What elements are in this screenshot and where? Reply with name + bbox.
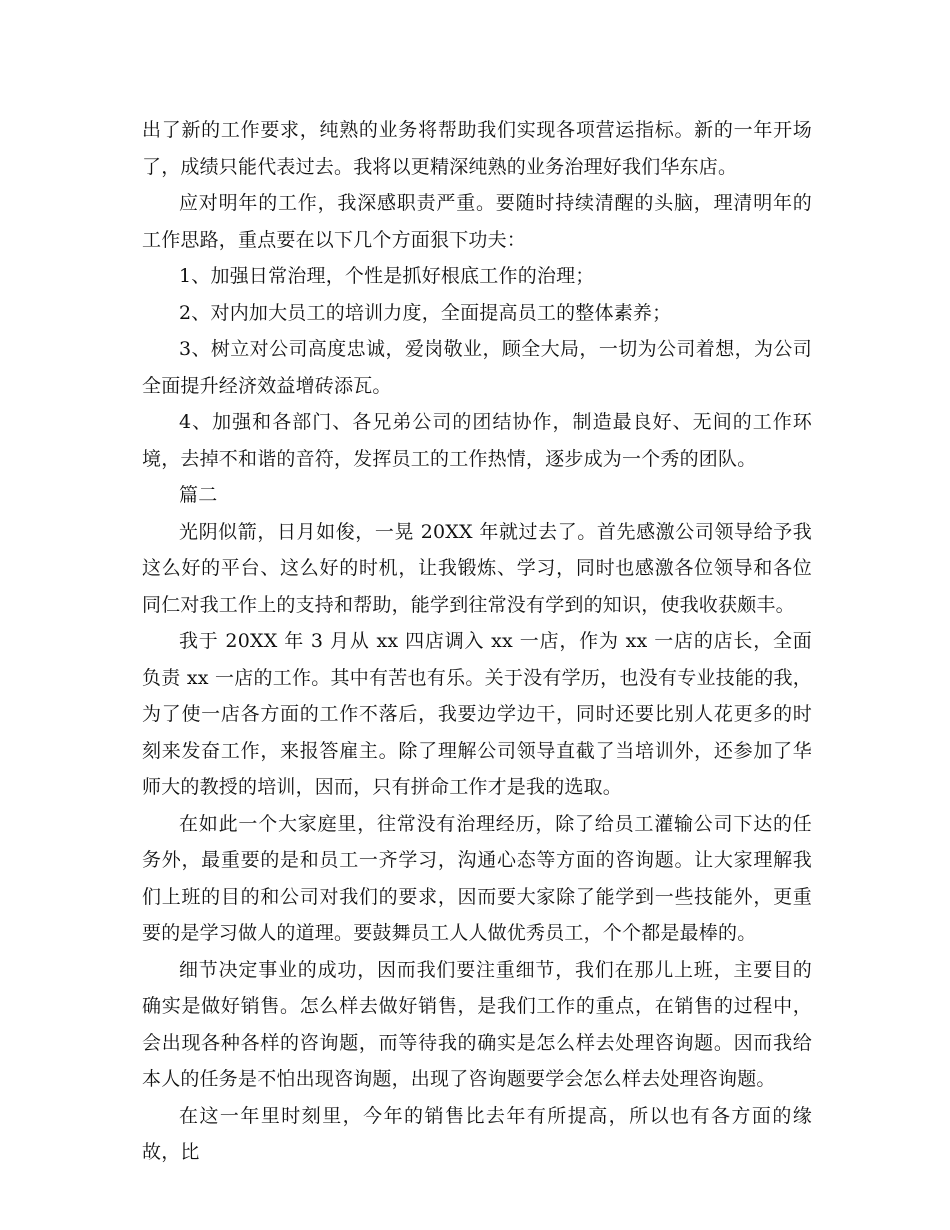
paragraph-6: 细节决定事业的成功，因而我们要注重细节，我们在那儿上班，主要目的确实是做好销售。怎么样去做好销售，是我们工作的重点，在销售的过程中，会出现各种各样的咨询题，而等待我的确实是怎么样去处理咨询题。因而我给本人的任务是不怕出现咨询题，出现了咨询题要学会怎么样去处理咨询题。 (142, 958, 812, 1090)
paragraph-2: 应对明年的工作，我深感职责严重。要随时持续清醒的头脑，理清明年的工作思路，重点要在以下几个方面狠下功夫： (142, 192, 812, 251)
paragraph-5: 在如此一个大家庭里，往常没有治理经历，除了给员工灌输公司下达的任务外，最重要的是和员工一齐学习，沟通心态等方面的咨询题。让大家理解我们上班的目的和公司对我们的要求，因而要大家除了能学到一些技能外，更重要的是学习做人的道理。要鼓舞员工人人做优秀员工，个个都是最棒的。 (142, 812, 812, 944)
list-item-4: 4、加强和各部门、各兄弟公司的团结协作，制造最良好、无间的工作环境，去掉不和谐的音符，发挥员工的工作热情，逐步成为一个秀的团队。 (142, 411, 812, 470)
list-item-3: 3、树立对公司高度忠诚，爱岗敬业，顾全大局，一切为公司着想，为公司全面提升经济效益增砖添瓦。 (142, 338, 812, 397)
document-body (142, 112, 812, 1171)
paragraph-7: 在这一年里时刻里，今年的销售比去年有所提高，所以也有各方面的缘故，比 (142, 1104, 812, 1163)
paragraph-4: 我于 20XX 年 3 月从 xx 四店调入 xx 一店，作为 xx 一店的店长，全面负责 xx 一店的工作。其中有苦也有乐。关于没有学历，也没有专业技能的我，为了使一店各方面的工作不落后，我要边学边干，同时还要比别人花更多的时刻来发奋工作，来报答雇主。除了理解公司领导直截了当培训外，还参加了华师大的教授的培训，因而，只有拼命工作才是我的选取。 (142, 630, 812, 798)
list-item-1: 1、加强日常治理，个性是抓好根底工作的治理； (179, 265, 595, 287)
paragraph-1: 出了新的工作要求，纯熟的业务将帮助我们实现各项营运指标。新的一年开场了，成绩只能代表过去。我将以更精深纯熟的业务治理好我们华东店。 (142, 119, 812, 178)
list-item-2: 2、对内加大员工的培训力度，全面提高员工的整体素养； (179, 301, 672, 324)
section-heading: 篇二 (179, 484, 218, 506)
paragraph-3: 光阴似箭，日月如俊，一晃 20XX 年就过去了。首先感激公司领导给予我这么好的平台、这么好的时机，让我锻炼、学习，同时也感激各位领导和各位同仁对我工作上的支持和帮助，能学到往常没有学到的知识，使我收获颇丰。 (142, 520, 812, 616)
